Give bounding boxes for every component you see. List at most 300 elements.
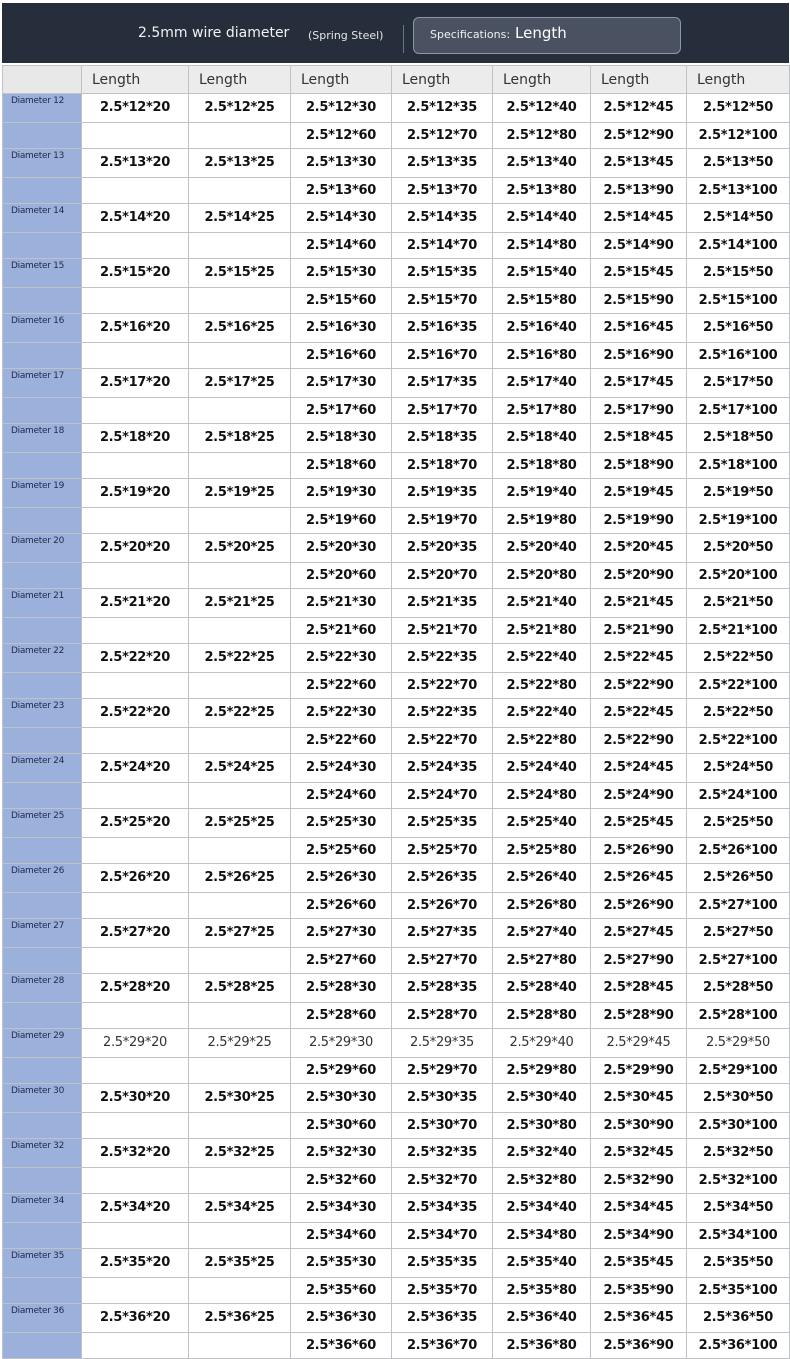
table-row: [3, 259, 790, 288]
spec-cell: 2.5*18*70: [392, 452, 493, 479]
spec-cell: 2.5*26*45: [591, 864, 687, 893]
spec-cell: 2.5*14*30: [291, 204, 392, 233]
spec-cell: 2.5*28*25: [189, 974, 291, 1003]
spec-cell: 2.5*20*20: [82, 534, 189, 563]
table-row: [3, 452, 790, 479]
spec-cell: 2.5*34*80: [493, 1222, 591, 1249]
spec-cell: 2.5*30*80: [493, 1112, 591, 1139]
spec-cell: [189, 1277, 291, 1304]
spec-cell: 2.5*19*80: [493, 507, 591, 534]
spec-cell: 2.5*16*45: [591, 314, 687, 343]
diameter-label-cell: [3, 782, 82, 809]
spec-cell: 2.5*17*90: [591, 397, 687, 424]
table-row: [3, 1112, 790, 1139]
spec-cell: 2.5*35*60: [291, 1277, 392, 1304]
spec-cell: 2.5*35*40: [493, 1249, 591, 1278]
specifications-value: Length: [515, 24, 567, 42]
spec-cell: 2.5*32*40: [493, 1139, 591, 1168]
spec-cell: 2.5*17*40: [493, 369, 591, 398]
spec-cell: 2.5*27*90: [591, 947, 687, 974]
spec-cell: 2.5*25*45: [591, 809, 687, 838]
table-row: [3, 644, 790, 673]
spec-cell: 2.5*22*90: [591, 672, 687, 699]
table-row: [3, 122, 790, 149]
diameter-label: Diameter 23: [3, 699, 82, 728]
spec-cell: 2.5*18*50: [687, 424, 790, 453]
table-row: [3, 232, 790, 259]
spec-cell: 2.5*30*35: [392, 1084, 493, 1113]
spec-cell: [82, 1332, 189, 1359]
spec-cell: 2.5*19*90: [591, 507, 687, 534]
spec-cell: 2.5*24*60: [291, 782, 392, 809]
spec-cell: [189, 397, 291, 424]
table-row: [3, 1029, 790, 1058]
spec-cell: 2.5*30*20: [82, 1084, 189, 1113]
spec-cell: 2.5*30*40: [493, 1084, 591, 1113]
spec-cell: 2.5*21*40: [493, 589, 591, 618]
table-row: [3, 1002, 790, 1029]
spec-cell: 2.5*36*50: [687, 1304, 790, 1333]
spec-cell: 2.5*35*90: [591, 1277, 687, 1304]
spec-cell: 2.5*16*60: [291, 342, 392, 369]
spec-cell: 2.5*15*45: [591, 259, 687, 288]
spec-cell: 2.5*17*80: [493, 397, 591, 424]
column-header: Length: [493, 66, 591, 94]
spec-cell: 2.5*28*80: [493, 1002, 591, 1029]
table-row: [3, 589, 790, 618]
spec-cell: [82, 727, 189, 754]
spec-cell: [82, 507, 189, 534]
spec-cell: 2.5*16*70: [392, 342, 493, 369]
diameter-label-cell: [3, 177, 82, 204]
spec-cell: 2.5*16*90: [591, 342, 687, 369]
spec-cell: 2.5*25*30: [291, 809, 392, 838]
spec-cell: 2.5*32*70: [392, 1167, 493, 1194]
spec-cell: 2.5*18*25: [189, 424, 291, 453]
spec-cell: 2.5*14*80: [493, 232, 591, 259]
column-header: Length: [392, 66, 493, 94]
spec-cell: 2.5*22*70: [392, 727, 493, 754]
spec-cell: [82, 562, 189, 589]
spec-cell: 2.5*15*35: [392, 259, 493, 288]
spec-cell: 2.5*18*90: [591, 452, 687, 479]
table-row: [3, 864, 790, 893]
spec-cell: 2.5*20*100: [687, 562, 790, 589]
spec-cell: [189, 562, 291, 589]
diameter-label: Diameter 13: [3, 149, 82, 178]
spec-cell: 2.5*27*25: [189, 919, 291, 948]
spec-cell: 2.5*22*40: [493, 644, 591, 673]
diameter-label-cell: [3, 1332, 82, 1359]
column-header: Length: [82, 66, 189, 94]
diameter-label-cell: [3, 1277, 82, 1304]
spec-cell: 2.5*15*80: [493, 287, 591, 314]
spec-cell: 2.5*25*70: [392, 837, 493, 864]
diameter-label: Diameter 35: [3, 1249, 82, 1278]
spec-cell: 2.5*14*45: [591, 204, 687, 233]
spec-cell: 2.5*16*25: [189, 314, 291, 343]
spec-cell: 2.5*21*80: [493, 617, 591, 644]
spec-cell: 2.5*20*35: [392, 534, 493, 563]
spec-cell: 2.5*26*50: [687, 864, 790, 893]
spec-cell: 2.5*12*50: [687, 94, 790, 123]
spec-cell: [82, 1277, 189, 1304]
spec-cell: 2.5*29*30: [291, 1029, 392, 1058]
spec-cell: 2.5*18*80: [493, 452, 591, 479]
header-row: [3, 66, 790, 94]
spec-cell: [82, 892, 189, 919]
spec-cell: 2.5*15*50: [687, 259, 790, 288]
spec-cell: 2.5*32*60: [291, 1167, 392, 1194]
spec-cell: 2.5*14*100: [687, 232, 790, 259]
diameter-label: Diameter 19: [3, 479, 82, 508]
spec-cell: 2.5*17*25: [189, 369, 291, 398]
spec-cell: 2.5*18*35: [392, 424, 493, 453]
spec-cell: 2.5*24*30: [291, 754, 392, 783]
spec-cell: 2.5*21*50: [687, 589, 790, 618]
spec-cell: 2.5*15*60: [291, 287, 392, 314]
spec-cell: 2.5*27*35: [392, 919, 493, 948]
spec-cell: 2.5*18*40: [493, 424, 591, 453]
column-header: Length: [591, 66, 687, 94]
spec-cell: 2.5*36*60: [291, 1332, 392, 1359]
spec-cell: 2.5*32*25: [189, 1139, 291, 1168]
spec-cell: 2.5*29*50: [687, 1029, 790, 1058]
spec-cell: 2.5*15*20: [82, 259, 189, 288]
spec-cell: 2.5*16*80: [493, 342, 591, 369]
spec-cell: 2.5*36*20: [82, 1304, 189, 1333]
spec-cell: 2.5*30*60: [291, 1112, 392, 1139]
spec-cell: 2.5*34*40: [493, 1194, 591, 1223]
spec-cell: 2.5*24*50: [687, 754, 790, 783]
diameter-label-cell: [3, 122, 82, 149]
diameter-label: Diameter 30: [3, 1084, 82, 1113]
table-row: [3, 782, 790, 809]
table-row: [3, 672, 790, 699]
spec-cell: 2.5*22*30: [291, 644, 392, 673]
table-row: [3, 1084, 790, 1113]
spec-cell: 2.5*12*30: [291, 94, 392, 123]
table-row: [3, 699, 790, 728]
table-row: [3, 1139, 790, 1168]
spec-cell: 2.5*25*50: [687, 809, 790, 838]
spec-cell: 2.5*21*45: [591, 589, 687, 618]
spec-cell: [82, 1222, 189, 1249]
spec-cell: [189, 287, 291, 314]
spec-cell: 2.5*22*25: [189, 699, 291, 728]
spec-cell: 2.5*22*60: [291, 727, 392, 754]
spec-cell: 2.5*24*90: [591, 782, 687, 809]
diameter-label-cell: [3, 1057, 82, 1084]
spec-cell: 2.5*19*70: [392, 507, 493, 534]
spec-cell: 2.5*29*45: [591, 1029, 687, 1058]
spec-cell: 2.5*12*90: [591, 122, 687, 149]
diameter-label: Diameter 34: [3, 1194, 82, 1223]
spec-cell: [82, 342, 189, 369]
spec-cell: 2.5*30*100: [687, 1112, 790, 1139]
spec-cell: 2.5*34*50: [687, 1194, 790, 1223]
spec-cell: 2.5*35*50: [687, 1249, 790, 1278]
spec-cell: 2.5*26*90: [591, 892, 687, 919]
spec-cell: 2.5*26*25: [189, 864, 291, 893]
spec-cell: 2.5*22*45: [591, 644, 687, 673]
diameter-label-cell: [3, 947, 82, 974]
spec-cell: [82, 122, 189, 149]
spec-cell: [189, 892, 291, 919]
diameter-label-cell: [3, 1222, 82, 1249]
spec-cell: 2.5*13*50: [687, 149, 790, 178]
corner-cell: [3, 66, 82, 94]
spec-cell: 2.5*36*30: [291, 1304, 392, 1333]
spec-cell: 2.5*24*40: [493, 754, 591, 783]
table-row: [3, 1332, 790, 1359]
spec-cell: 2.5*30*45: [591, 1084, 687, 1113]
spec-cell: [189, 1167, 291, 1194]
diameter-label-cell: [3, 397, 82, 424]
spec-cell: 2.5*28*70: [392, 1002, 493, 1029]
spec-cell: 2.5*16*20: [82, 314, 189, 343]
spec-cell: [189, 507, 291, 534]
spec-cell: 2.5*28*20: [82, 974, 189, 1003]
table-row: [3, 1194, 790, 1223]
spec-cell: 2.5*18*20: [82, 424, 189, 453]
spec-cell: 2.5*26*40: [493, 864, 591, 893]
spec-cell: [82, 1167, 189, 1194]
spec-cell: 2.5*22*70: [392, 672, 493, 699]
table-row: [3, 617, 790, 644]
spec-cell: 2.5*25*25: [189, 809, 291, 838]
spec-cell: 2.5*12*70: [392, 122, 493, 149]
spec-cell: 2.5*24*25: [189, 754, 291, 783]
spec-cell: 2.5*29*40: [493, 1029, 591, 1058]
spec-cell: 2.5*30*50: [687, 1084, 790, 1113]
spec-cell: 2.5*25*80: [493, 837, 591, 864]
diameter-label: Diameter 18: [3, 424, 82, 453]
spec-cell: 2.5*16*35: [392, 314, 493, 343]
spec-cell: 2.5*30*70: [392, 1112, 493, 1139]
spec-cell: 2.5*13*35: [392, 149, 493, 178]
table-row: [3, 1304, 790, 1333]
spec-cell: 2.5*22*20: [82, 644, 189, 673]
spec-cell: [189, 617, 291, 644]
spec-cell: 2.5*20*60: [291, 562, 392, 589]
diameter-label-cell: [3, 342, 82, 369]
diameter-label: Diameter 20: [3, 534, 82, 563]
spec-cell: 2.5*17*35: [392, 369, 493, 398]
spec-cell: 2.5*19*45: [591, 479, 687, 508]
spec-cell: 2.5*34*30: [291, 1194, 392, 1223]
diameter-label: Diameter 29: [3, 1029, 82, 1058]
spec-cell: 2.5*17*70: [392, 397, 493, 424]
spec-cell: 2.5*22*80: [493, 727, 591, 754]
spec-cell: [189, 837, 291, 864]
spec-cell: 2.5*24*20: [82, 754, 189, 783]
table-row: [3, 1167, 790, 1194]
spec-cell: 2.5*19*20: [82, 479, 189, 508]
spec-cell: 2.5*12*20: [82, 94, 189, 123]
spec-cell: 2.5*15*70: [392, 287, 493, 314]
spec-cell: 2.5*26*35: [392, 864, 493, 893]
spec-cell: 2.5*27*60: [291, 947, 392, 974]
spec-cell: 2.5*14*40: [493, 204, 591, 233]
spec-cell: 2.5*13*70: [392, 177, 493, 204]
spec-cell: [189, 782, 291, 809]
table-row: [3, 177, 790, 204]
table-row: [3, 562, 790, 589]
table-row: [3, 974, 790, 1003]
spec-cell: 2.5*27*50: [687, 919, 790, 948]
table-row: [3, 479, 790, 508]
spec-cell: [189, 727, 291, 754]
diameter-label-cell: [3, 892, 82, 919]
spec-cell: 2.5*27*30: [291, 919, 392, 948]
spec-cell: 2.5*36*100: [687, 1332, 790, 1359]
spec-cell: 2.5*12*25: [189, 94, 291, 123]
spec-cell: 2.5*26*20: [82, 864, 189, 893]
column-header: Length: [189, 66, 291, 94]
spec-cell: 2.5*22*90: [591, 727, 687, 754]
spec-cell: 2.5*26*30: [291, 864, 392, 893]
table-row: [3, 1249, 790, 1278]
diameter-label-cell: [3, 452, 82, 479]
table-row: [3, 424, 790, 453]
diameter-label-cell: [3, 1002, 82, 1029]
diameter-label-cell: [3, 672, 82, 699]
table-row: [3, 342, 790, 369]
diameter-label: Diameter 14: [3, 204, 82, 233]
spec-cell: [82, 1057, 189, 1084]
table-row: [3, 507, 790, 534]
spec-cell: 2.5*32*80: [493, 1167, 591, 1194]
spec-cell: 2.5*24*70: [392, 782, 493, 809]
spec-cell: [189, 342, 291, 369]
spec-cell: 2.5*22*20: [82, 699, 189, 728]
spec-cell: 2.5*27*100: [687, 892, 790, 919]
spec-cell: 2.5*25*35: [392, 809, 493, 838]
table-row: [3, 149, 790, 178]
spec-cell: 2.5*35*80: [493, 1277, 591, 1304]
spec-cell: 2.5*25*20: [82, 809, 189, 838]
spec-cell: 2.5*29*90: [591, 1057, 687, 1084]
spec-cell: 2.5*24*35: [392, 754, 493, 783]
spec-cell: 2.5*30*30: [291, 1084, 392, 1113]
header-divider: [403, 25, 404, 53]
diameter-label: Diameter 27: [3, 919, 82, 948]
spec-cell: [189, 1002, 291, 1029]
spec-cell: [189, 1112, 291, 1139]
spec-cell: 2.5*34*90: [591, 1222, 687, 1249]
spec-cell: 2.5*22*60: [291, 672, 392, 699]
spec-cell: [82, 947, 189, 974]
diameter-label-cell: [3, 1167, 82, 1194]
spec-cell: 2.5*19*40: [493, 479, 591, 508]
spec-cell: [82, 837, 189, 864]
spec-cell: 2.5*29*25: [189, 1029, 291, 1058]
spec-cell: 2.5*20*80: [493, 562, 591, 589]
spec-cell: 2.5*35*20: [82, 1249, 189, 1278]
spec-cell: 2.5*29*100: [687, 1057, 790, 1084]
specifications-box[interactable]: [413, 17, 681, 54]
spec-cell: 2.5*12*40: [493, 94, 591, 123]
spec-cell: 2.5*32*35: [392, 1139, 493, 1168]
spec-cell: 2.5*27*100: [687, 947, 790, 974]
spec-cell: 2.5*35*45: [591, 1249, 687, 1278]
spec-cell: 2.5*30*25: [189, 1084, 291, 1113]
spec-cell: 2.5*13*90: [591, 177, 687, 204]
spec-cell: 2.5*28*35: [392, 974, 493, 1003]
spec-cell: 2.5*21*60: [291, 617, 392, 644]
spec-cell: 2.5*20*70: [392, 562, 493, 589]
spec-cell: 2.5*28*90: [591, 1002, 687, 1029]
spec-cell: [82, 232, 189, 259]
spec-cell: 2.5*19*100: [687, 507, 790, 534]
spec-cell: 2.5*16*40: [493, 314, 591, 343]
spec-cell: 2.5*36*40: [493, 1304, 591, 1333]
spec-cell: 2.5*28*40: [493, 974, 591, 1003]
diameter-label-cell: [3, 287, 82, 314]
diameter-label: Diameter 15: [3, 259, 82, 288]
spec-cell: 2.5*25*60: [291, 837, 392, 864]
spec-cell: 2.5*22*100: [687, 672, 790, 699]
spec-cell: 2.5*29*20: [82, 1029, 189, 1058]
spec-cell: 2.5*32*50: [687, 1139, 790, 1168]
spec-cell: 2.5*20*90: [591, 562, 687, 589]
spec-cell: 2.5*13*25: [189, 149, 291, 178]
spec-cell: [189, 672, 291, 699]
spec-cell: [189, 177, 291, 204]
spec-cell: [189, 947, 291, 974]
spec-cell: 2.5*32*45: [591, 1139, 687, 1168]
spec-cell: 2.5*26*90: [591, 837, 687, 864]
spec-cell: [82, 672, 189, 699]
spec-cell: 2.5*21*20: [82, 589, 189, 618]
spec-cell: 2.5*36*90: [591, 1332, 687, 1359]
diameter-label-cell: [3, 507, 82, 534]
spec-cell: 2.5*26*70: [392, 892, 493, 919]
spec-cell: 2.5*22*100: [687, 727, 790, 754]
spec-cell: 2.5*14*70: [392, 232, 493, 259]
diameter-label: Diameter 21: [3, 589, 82, 618]
spec-cell: 2.5*27*20: [82, 919, 189, 948]
spec-cell: 2.5*36*45: [591, 1304, 687, 1333]
spec-cell: 2.5*14*50: [687, 204, 790, 233]
table-row: [3, 809, 790, 838]
spec-cell: 2.5*36*25: [189, 1304, 291, 1333]
spec-cell: 2.5*13*45: [591, 149, 687, 178]
diameter-label: Diameter 25: [3, 809, 82, 838]
spec-cell: 2.5*13*80: [493, 177, 591, 204]
spec-cell: 2.5*17*60: [291, 397, 392, 424]
spec-cell: 2.5*17*30: [291, 369, 392, 398]
spec-cell: 2.5*34*20: [82, 1194, 189, 1223]
spec-cell: [82, 287, 189, 314]
table-row: [3, 919, 790, 948]
spec-cell: 2.5*13*100: [687, 177, 790, 204]
spec-cell: 2.5*15*90: [591, 287, 687, 314]
spec-cell: 2.5*32*100: [687, 1167, 790, 1194]
spec-cell: 2.5*20*50: [687, 534, 790, 563]
spec-cell: 2.5*26*60: [291, 892, 392, 919]
spec-cell: 2.5*35*35: [392, 1249, 493, 1278]
spec-cell: 2.5*15*25: [189, 259, 291, 288]
spec-cell: [82, 177, 189, 204]
material-label: (Spring Steel): [308, 29, 384, 42]
spec-cell: [82, 452, 189, 479]
spec-cell: 2.5*28*30: [291, 974, 392, 1003]
table-row: [3, 1277, 790, 1304]
spec-cell: 2.5*16*50: [687, 314, 790, 343]
spec-cell: 2.5*22*45: [591, 699, 687, 728]
